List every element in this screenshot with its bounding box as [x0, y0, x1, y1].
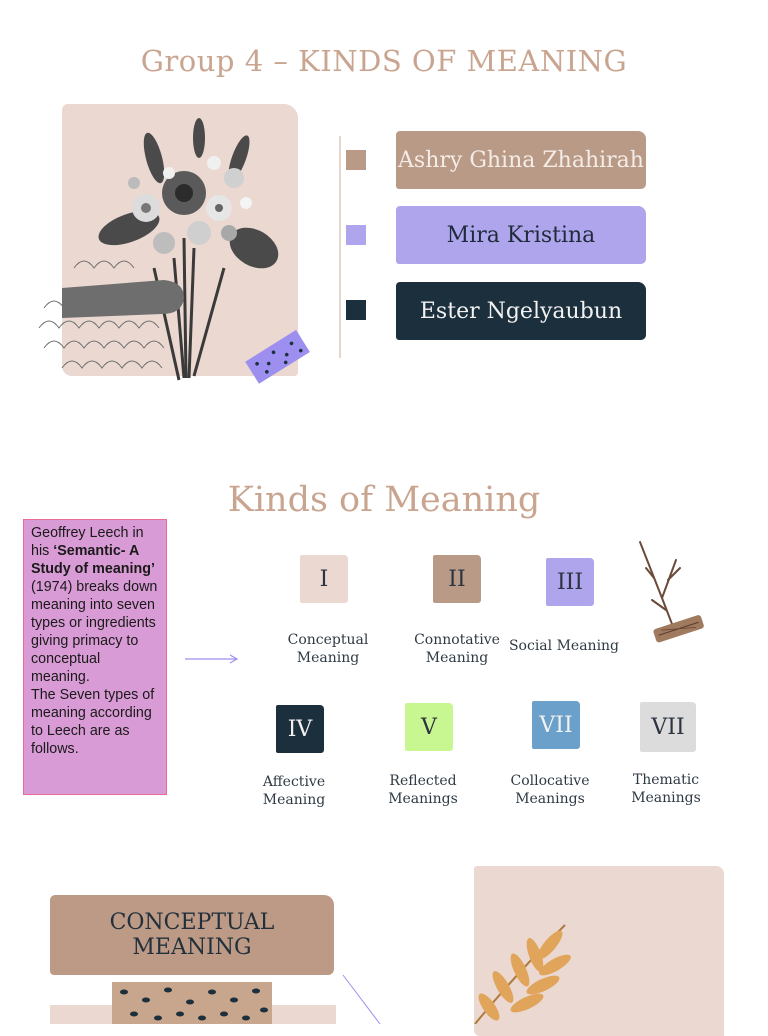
kind-numeral-6: VII	[532, 701, 580, 749]
kind-label-1: Conceptual Meaning	[287, 632, 369, 666]
conceptual-meaning-banner	[50, 895, 334, 975]
member-name: Ashry Ghina Zhahirah	[398, 147, 644, 173]
member-name: Ester Ngelyaubun	[419, 298, 623, 324]
kind-label-6: Collocative Meanings	[510, 773, 590, 807]
arrow-right-icon	[184, 652, 240, 666]
member-banner-3	[396, 282, 646, 340]
decor-dotted-tape	[112, 982, 272, 1024]
info-body: (1974) breaks down meaning into seven types or ingredients giving primacy to conceptual meaning.	[31, 579, 158, 685]
slide1-title: Group 4 – KINDS OF MEANING	[140, 44, 628, 78]
kind-numeral-4: IV	[276, 705, 324, 753]
kind-label-4: Affective Meaning	[262, 774, 326, 808]
kind-numeral-7: VII	[640, 702, 696, 752]
member-color-square-3	[346, 300, 366, 320]
kind-label-5: Reflected Meanings	[388, 773, 458, 807]
kind-numeral-3: III	[546, 558, 594, 606]
leaf-illustration	[455, 915, 585, 1024]
info-conclusion: The Seven types of meaning according to Leech are as follows.	[31, 687, 155, 757]
kind-numeral-1: I	[300, 555, 348, 603]
member-color-square-2	[346, 225, 366, 245]
flower-bouquet-image	[34, 108, 318, 392]
kind-label-7: Thematic Meanings	[631, 772, 701, 806]
divider-line	[339, 136, 341, 358]
connector-line	[340, 972, 384, 1024]
info-book-title: ‘Semantic- A Study of meaning’	[31, 543, 155, 577]
member-color-square-1	[346, 150, 366, 170]
member-banner-1	[396, 131, 646, 189]
conceptual-meaning-title: CONCEPTUAL MEANING	[109, 910, 275, 960]
leech-info-box	[23, 519, 167, 795]
kind-label-3: Social Meaning	[508, 638, 620, 654]
member-name: Mira Kristina	[446, 222, 596, 248]
info-intro: Geoffrey Leech in his	[31, 525, 144, 559]
twig-illustration	[632, 538, 706, 650]
kind-numeral-5: V	[405, 703, 453, 751]
kind-numeral-2: II	[433, 555, 481, 603]
kind-label-2: Connotative Meaning	[414, 632, 500, 666]
member-banner-2	[396, 206, 646, 264]
slide2-title: Kinds of Meaning	[227, 480, 541, 520]
